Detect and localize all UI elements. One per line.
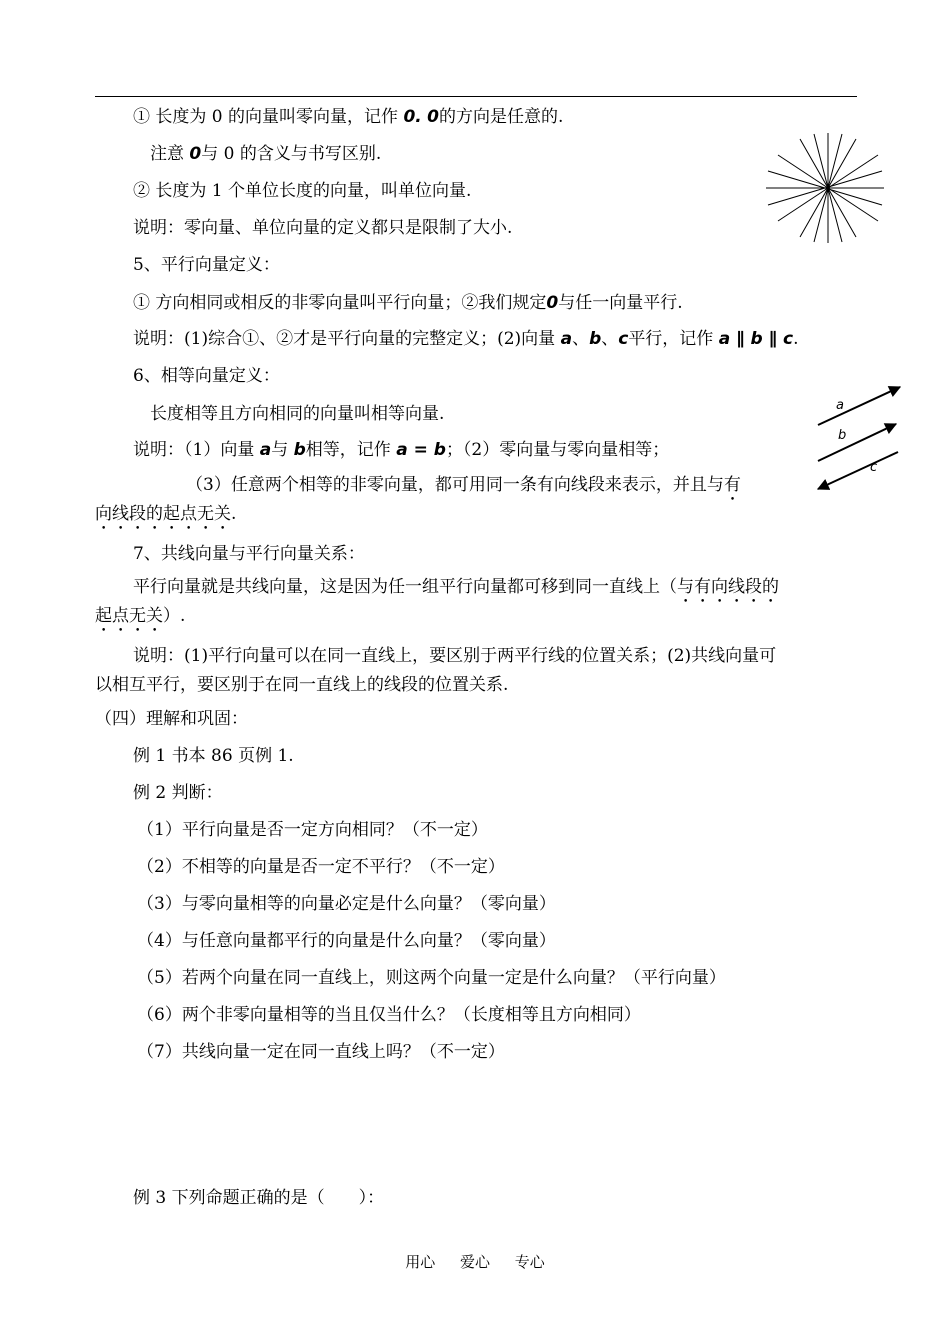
text-line: 平行向量就是共线向量，这是因为任一组平行向量都可移到同一直线上（与有向线段的 — [133, 577, 779, 597]
text-line: 注意 0与 0 的含义与书写区别. — [150, 144, 382, 164]
text-line: 说明：(1)平行向量可以在同一直线上，要区别于两平行线的位置关系；(2)共线向量可 — [133, 646, 777, 666]
section-heading: 6、相等向量定义： — [133, 366, 280, 386]
vector-b-arrow — [818, 424, 896, 461]
text-line: ① 长度为 0 的向量叫零向量，记作 0. 0的方向是任意的. — [133, 107, 564, 127]
section-heading: 5、平行向量定义： — [133, 255, 280, 275]
footer: 用心 爱心 专心 — [405, 1253, 545, 1271]
question-item: （4）与任意向量都平行的向量是什么向量？（零向量） — [137, 931, 556, 951]
text-line: 说明：（1）向量 a与 b相等，记作 a = b；（2）零向量与零向量相等； — [133, 440, 670, 460]
text-line: 例 2 判断： — [133, 783, 223, 803]
zero-vector-star-figure — [764, 131, 884, 246]
vector-c-label: c — [870, 460, 878, 475]
text-line: ① 方向相同或相反的非零向量叫平行向量；②我们规定0与任一向量平行. — [133, 293, 683, 313]
question-item: （7）共线向量一定在同一直线上吗？（不一定） — [137, 1042, 505, 1062]
section-heading: 7、共线向量与平行向量关系： — [133, 544, 365, 564]
text-line: 向线段的起点无关. — [95, 504, 237, 524]
text-line: 长度相等且方向相同的向量叫相等向量. — [150, 404, 445, 424]
text-line: 说明：零向量、单位向量的定义都只是限制了大小. — [133, 218, 513, 238]
header-rule — [95, 96, 857, 97]
text-line: 起点无关）. — [95, 606, 186, 626]
text-line: 说明：(1)综合①、②才是平行向量的完整定义；(2)向量 a、b、c平行，记作 a ∥ b ∥ c. — [133, 329, 799, 349]
section-heading: （四）理解和巩固： — [95, 709, 248, 729]
text-line: ② 长度为 1 个单位长度的向量，叫单位向量. — [133, 181, 472, 201]
question-item: （6）两个非零向量相等的当且仅当什么？（长度相等且方向相同） — [137, 1005, 641, 1025]
text-line: 以相互平行，要区别于在同一直线上的线段的位置关系. — [95, 675, 509, 695]
question-item: （3）与零向量相等的向量必定是什么向量？（零向量） — [137, 894, 556, 914]
text-line: 例 1 书本 86 页例 1. — [133, 746, 294, 766]
text-line: （3）任意两个相等的非零向量，都可用同一条有向线段来表示，并且与有 — [186, 475, 741, 495]
equal-vectors-figure — [810, 383, 910, 493]
question-item: （5）若两个向量在同一直线上，则这两个向量一定是什么向量？（平行向量） — [137, 968, 726, 988]
text-line: 例 3 下列命题正确的是（ ）： — [133, 1188, 385, 1208]
vector-a-arrow — [818, 387, 900, 425]
vector-b-label: b — [838, 428, 847, 443]
question-item: （2）不相等的向量是否一定不平行？（不一定） — [137, 857, 505, 877]
vector-a-label: a — [836, 398, 844, 413]
vector-c-arrow — [818, 452, 898, 489]
question-item: （1）平行向量是否一定方向相同？（不一定） — [137, 820, 488, 840]
